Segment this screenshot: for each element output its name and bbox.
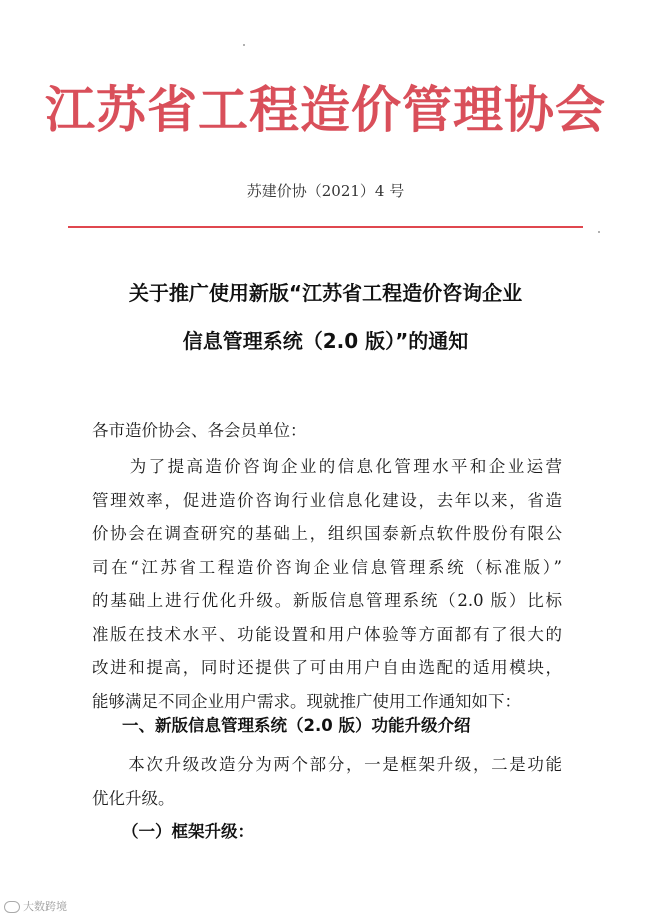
section-heading-1: 一、新版信息管理系统（2.0 版）功能升级介绍 — [122, 716, 471, 735]
letterhead-org-name: 江苏省工程造价管理协会 — [45, 80, 606, 139]
paragraph-line: 本次升级改造分为两个部分，一是框架升级，二是功能 — [92, 755, 562, 774]
watermark-text: 大数跨境 — [23, 900, 67, 913]
scan-speck — [243, 44, 245, 46]
paragraph-line: 优化升级。 — [92, 788, 175, 808]
subsection-heading-1: （一）框架升级： — [122, 822, 254, 841]
notice-title-line-1: 关于推广使用新版“江苏省工程造价咨询企业 — [128, 281, 523, 305]
salutation — [92, 414, 562, 448]
paragraph-line: 准版在技术水平、功能设置和用户体验等方面都有了很大的 — [92, 624, 562, 644]
paragraph-intro — [92, 450, 562, 718]
scan-speck — [598, 231, 600, 233]
paragraph-line: 的基础上进行优化升级。新版信息管理系统（2.0 版）比标 — [92, 591, 562, 610]
paragraph-line: 价协会在调查研究的基础上，组织国泰新点软件股份有限公 — [92, 524, 562, 543]
watermark-logo-icon — [4, 901, 20, 913]
paragraph-line: 改进和提高，同时还提供了可由用户自由选配的适用模块， — [92, 658, 562, 677]
paragraph-line: 能够满足不同企业用户需求。现就推广使用工作通知如下： — [92, 691, 521, 711]
paragraph-line: 为了提高造价咨询企业的信息化管理水平和企业运营 — [92, 457, 562, 476]
paragraph-line: 司在“江苏省工程造价咨询企业信息管理系统（标准版）” — [92, 557, 562, 577]
paragraph-upgrade — [92, 748, 562, 815]
paragraph-line: 管理效率，促进造价咨询行业信息化建设，去年以来，省造 — [92, 490, 562, 510]
letterhead-red-rule — [68, 226, 583, 228]
notice-title-line-2: 信息管理系统（2.0 版）”的通知 — [182, 329, 469, 353]
document-number: 苏建价协（2021）4 号 — [246, 182, 405, 200]
salutation-text: 各市造价协会、各会员单位： — [92, 421, 307, 440]
watermark — [4, 898, 67, 914]
